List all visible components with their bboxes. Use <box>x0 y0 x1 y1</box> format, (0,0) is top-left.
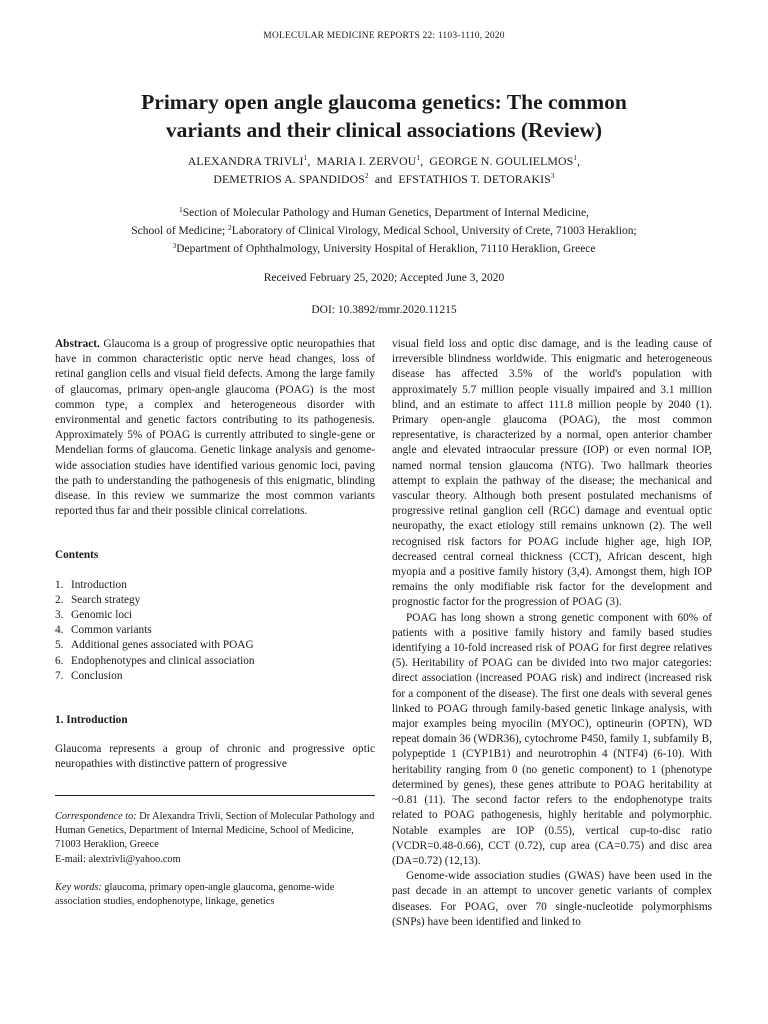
contents-item[interactable]: 2. Search strategy <box>55 593 141 606</box>
author-name: ALEXANDRA TRIVLI <box>187 154 304 168</box>
author-superscript: 1 <box>303 153 308 162</box>
correspondence-text: Dr Alexandra Trivli, Section of Molecular Pathology and Human Genetics, Department of Internal Medicine, School of Medicine, 71003 Heraklion, Greece <box>55 810 375 851</box>
affiliation-superscript: 2 <box>228 223 232 232</box>
correspondence-email[interactable]: E-mail: alextrivli@yahoo.com <box>55 853 181 865</box>
contents-heading: Contents <box>55 549 99 562</box>
correspondence-label: Correspondence to: <box>55 810 137 822</box>
affiliation-text: School of Medicine; <box>131 225 229 237</box>
contents-item[interactable]: 5. Additional genes associated with POAG <box>55 639 254 652</box>
doi-link[interactable]: DOI: 10.3892/mmr.2020.11215 <box>311 304 457 316</box>
title-line-1: Primary open angle glaucoma genetics: The common <box>141 90 627 114</box>
contents-item[interactable]: 1. Introduction <box>55 578 127 591</box>
author-name: DEMETRIOS A. SPANDIDOS <box>213 172 365 186</box>
affiliation-line-2 <box>40 222 728 240</box>
keywords-text: glaucoma, primary open-angle glaucoma, genome-wide association studies, endophenotype, linkage, genetics <box>55 881 335 908</box>
author-superscript: 1 <box>416 153 421 162</box>
author-superscript: 1 <box>573 153 578 162</box>
body-paragraph: POAG has long shown a strong genetic component with 60% of patients with a positive family history and family based studies identifying a 10-fold increased risk of POAG for first degree relatives (5). Heritability of POAG can be divided into two major categories: direct association (increased POAG risk) and indirect (increased risk for a component of the disease). The first one deals with several genes linked to POAG through family-based genetic linkage analysis, with major examples being myocilin (MYOC), optineurin (OPTN), WD repeat domain 36 (WDR36), cytochrome P450, family 1, subfamily B, polypeptide 1 (CYP1B1) and neurotrophin 4 (NTF4) (6-10). With heritability ranging from 0 (no genetic component) to 1 (phenotype determined by genes), these genes attribute to POAG heritability at ~0.81 (11). The second factor refers to the endophenotype traits related to POAG pathogenesis, highly heritable and polymorphic. Notable examples are IOP (0.55), vertical cup-to-disc ratio (VCDR=0.48-0.66), CCT (0.72), cup area (CA=0.75) and disc area (DA=0.72) (12,13). <box>392 611 712 867</box>
correspondence <box>55 810 375 853</box>
keywords <box>55 881 375 910</box>
author-name: GEORGE N. GOULIELMOS <box>429 154 574 168</box>
abstract <box>55 337 375 519</box>
intro-heading: 1. Introduction <box>55 714 128 727</box>
author-conjunction: and <box>374 172 393 186</box>
received-dates: Received February 25, 2020; Accepted June 3, 2020 <box>263 272 505 284</box>
author-list <box>60 152 708 188</box>
affiliation-superscript: 1 <box>179 205 183 214</box>
affiliation-line-1 <box>40 204 728 222</box>
contents-item[interactable]: 6. Endophenotypes and clinical association <box>55 654 255 667</box>
left-column <box>55 337 375 909</box>
author-line-1: ALEXANDRA TRIVLI$^1$, MARIA I. ZERVOU$^1$, GEORGE N. GOULIELMOS$^1$, <box>187 153 581 168</box>
contents-list <box>55 578 375 684</box>
affiliation-text: Laboratory of Clinical Virology, Medical School, University of Crete, 71003 Heraklion; <box>231 225 637 237</box>
affiliation-text: Department of Ophthalmology, University Hospital of Heraklion, 71110 Heraklion, Greece <box>176 243 596 255</box>
affiliations <box>40 204 728 258</box>
abstract-label: Abstract. <box>55 338 100 350</box>
author-name: EFSTATHIOS T. DETORAKIS <box>398 172 551 186</box>
contents-item[interactable]: 7. Conclusion <box>55 669 123 682</box>
article-title <box>60 88 708 144</box>
abstract-text: Glaucoma is a group of progressive optic neuropathies that have in common characteristic optic nerve head changes, loss of retinal ganglion cells and visual field defects. Among the large family of glaucomas, primary open-angle glaucoma (POAG) is the most common type, a complex and heterogeneous disorder with environmental and genetic factors contributing to its pathogenesis. Approximately 5% of POAG is currently attributed to single-gene or Mendelian forms of glaucoma. Genetic linkage analysis and genome-wide association studies have identified various genomic loci, paving the path to understanding the pathogenesis of this enigmatic, blinding disease. In this review we summarize the most common variants reported thus far and their possible clinical correlations. <box>55 338 375 518</box>
contents-item[interactable]: 3. Genomic loci <box>55 609 133 622</box>
keywords-label: Key words: <box>55 881 102 893</box>
body-paragraph: Genome-wide association studies (GWAS) have been used in the past decade in an attempt to uncover genetic variants of complex diseases. For POAG, over 70 single-nucleotide polymorphisms (SNPs) have been identified and linked to <box>392 870 712 928</box>
author-superscript: 3 <box>550 171 555 180</box>
contents-item[interactable]: 4. Common variants <box>55 624 152 637</box>
journal-header: MOLECULAR MEDICINE REPORTS 22: 1103-1110, 2020 <box>263 31 505 41</box>
author-superscript: 2 <box>364 171 369 180</box>
affiliation-superscript: 3 <box>172 241 177 250</box>
body-paragraph: visual field loss and optic disc damage, and is the leading cause of irreversible blindness worldwide. This enigmatic and heterogeneous disease has affected 3.5% of the world's population with approximately 5.7 million people visually impaired and 3.1 million blind, and an estimate to affect 111.8 million people by 2040 (1). Primary open-angle glaucoma (POAG), the most common representative, is characterized by a normal, open anterior chamber angle and elevated intraocular pressure (IOP) or even normal IOP, named normal tension glaucoma (NTG). Two hallmark theories attempt to explain the pathway of the disease; the mechanical and vascular theory. Although both present postulated mechanisms of progressive retinal ganglion cell (RGC) damage and eventual optic neuropathy, the exact etiology still remains unknown (2). The well recognised risk factors for POAG include higher age, high IOP, decreased central corneal thickness (CCT), African descent, high myopia and a positive family history (3,4). Amongst them, high IOP remains the only modifiable risk factor for the development and prognostic factor for the progression of POAG (3). <box>392 338 712 609</box>
affiliation-line-3 <box>40 240 728 258</box>
affiliation-text: Section of Molecular Pathology and Human Genetics, Department of Internal Medicine, <box>182 207 589 219</box>
right-column <box>392 337 712 930</box>
intro-paragraph: Glaucoma represents a group of chronic and progressive optic neuropathies with distinctive pattern of progressive <box>55 743 375 771</box>
author-line-2 <box>60 170 708 188</box>
title-line-2: variants and their clinical associations (Review) <box>165 118 603 142</box>
author-name: MARIA I. ZERVOU <box>316 154 417 168</box>
